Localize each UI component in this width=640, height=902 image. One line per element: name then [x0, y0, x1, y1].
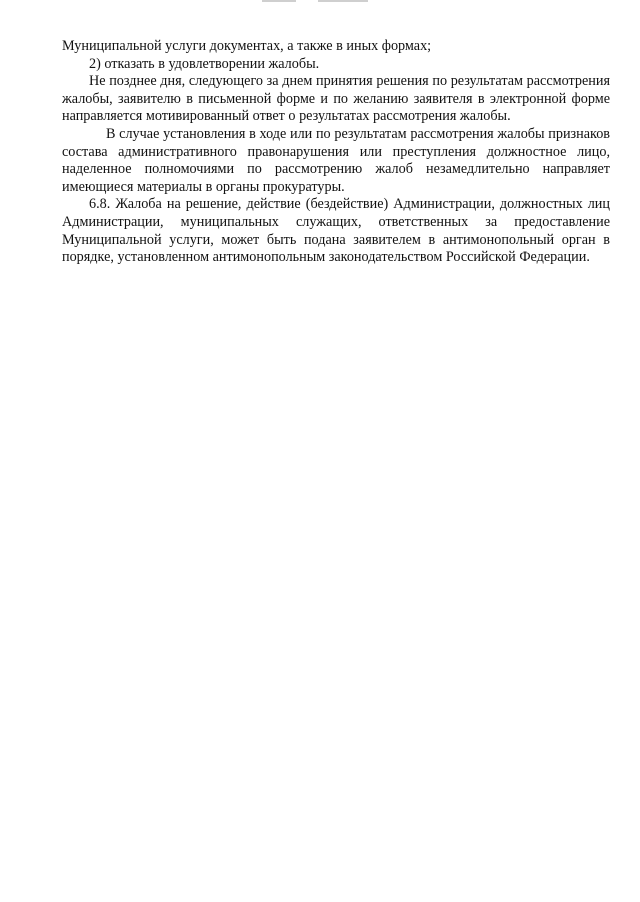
paragraph-refuse-complaint: 2) отказать в удовлетворении жалобы. — [89, 55, 320, 72]
scan-top-edge — [0, 0, 640, 4]
paragraph-continuation: Муниципальной услуги документах, а также в иных формах; — [62, 38, 432, 54]
paragraph-prosecution-referral: В случае установления в ходе или по результатам рассмотрения жалобы признаков состава административного правонарушения или преступления должностное лицо, наделенное полномочиями по рассмотрению жалоб незамедлительно направляет имеющиеся материалы в органы прокуратуры. — [62, 125, 610, 195]
document-page — [62, 38, 610, 267]
paragraph-6-8-antimonopoly: 6.8. Жалоба на решение, действие (бездействие) Администрации, должностных лиц Администрации, муниципальных служащих, ответственных за предоставление Муниципальной услуги, может быть подана заявителем в антимонопольный орган в порядке, установленном антимонопольным законодательством Российской Федерации. — [62, 196, 610, 266]
paragraph-reasoned-response: Не позднее дня, следующего за днем принятия решения по результатам рассмотрения жалобы, заявителю в письменной форме и по желанию заявителя в электронной форме направляется мотивированный ответ о результатах рассмотрения жалобы. — [62, 73, 610, 125]
